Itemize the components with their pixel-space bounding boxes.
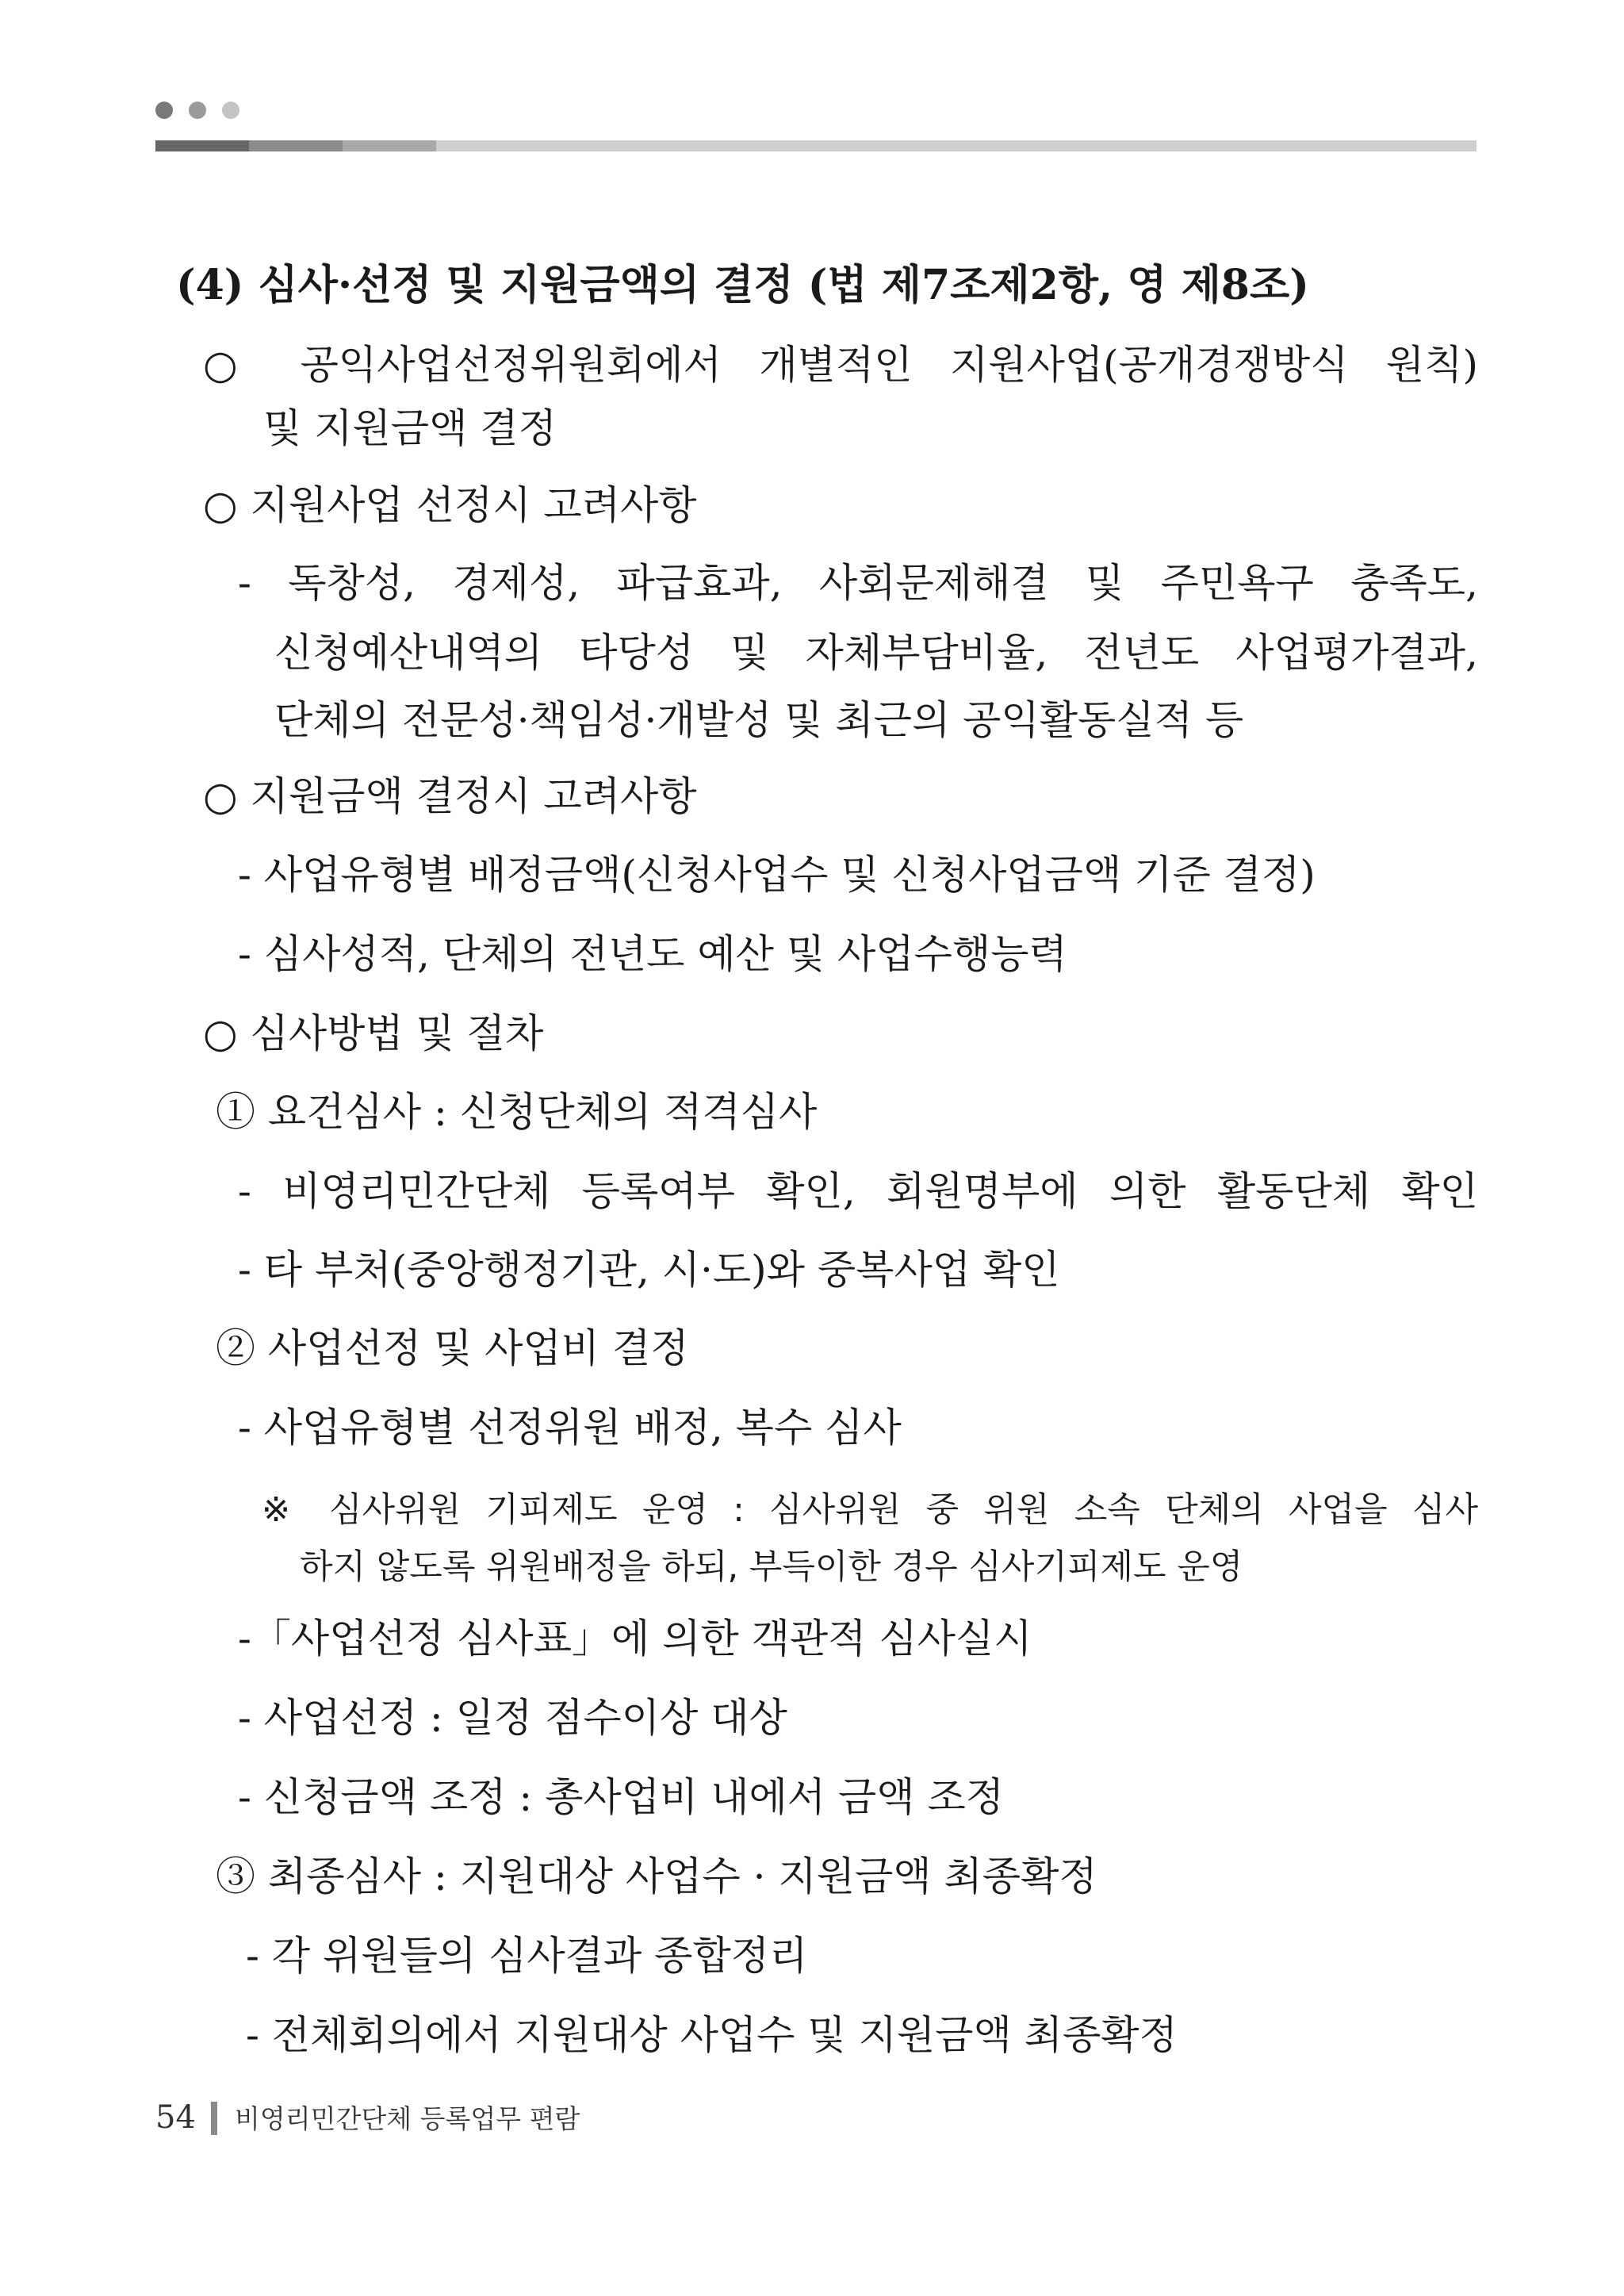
body-line: - 심사성적, 단체의 전년도 예산 및 사업수행능력 [238,931,1067,977]
footer-divider [211,2102,217,2135]
body-line: 및 지원금액 결정 [263,405,557,451]
body-line: ○ 공익사업선정위원회에서 개별적인 지원사업(공개경쟁방식 원칙) [203,342,1478,388]
body-line: - 신청금액 조정 : 총사업비 내에서 금액 조정 [238,1774,1005,1820]
body-line: -「사업선정 심사표」에 의한 객관적 심사실시 [238,1616,1032,1662]
body-line: 단체의 전문성·책임성·개발성 및 최근의 공익활동실적 등 [274,697,1244,743]
body-line: ② 사업선정 및 사업비 결정 [216,1325,689,1371]
header-bar [155,140,1477,151]
body-line: - 전체회의에서 지원대상 사업수 및 지원금액 최종확정 [246,2012,1178,2058]
body-line: ③ 최종심사 : 지원대상 사업수 · 지원금액 최종확정 [216,1853,1097,1899]
header-dot-icon [222,102,239,119]
header-dot-icon [155,102,173,119]
body-line: - 각 위원들의 심사결과 종합정리 [246,1933,808,1979]
body-line: - 독창성, 경제성, 파급효과, 사회문제해결 및 주민욕구 충족도, [238,560,1478,606]
body-line: ① 요건심사 : 신청단체의 적격심사 [216,1089,818,1135]
header-bar-segment [343,140,436,151]
body-line: - 사업유형별 배정금액(신청사업수 및 신청사업금액 기준 결정) [238,852,1316,898]
body-line: ○ 심사방법 및 절차 [203,1010,544,1056]
body-line: ○ 지원금액 결정시 고려사항 [203,773,697,819]
note-line: 하지 않도록 위원배정을 하되, 부득이한 경우 심사기피제도 운영 [300,1547,1243,1587]
header-bar-segment [249,140,343,151]
header-dot-icon [189,102,206,119]
section-title: (4) 심사·선정 및 지원금액의 결정 (법 제7조제2항, 영 제8조) [176,261,1309,309]
body-line: 신청예산내역의 타당성 및 자체부담비율, 전년도 사업평가결과, [274,630,1478,676]
body-line: - 사업유형별 선정위원 배정, 복수 심사 [238,1405,902,1451]
note-line: ※ 심사위원 기피제도 운영 : 심사위원 중 위원 소속 단체의 사업을 심사 [262,1490,1478,1530]
body-line: - 비영리민간단체 등록여부 확인, 회원명부에 의한 활동단체 확인 [238,1168,1478,1214]
body-line: - 사업선정 : 일정 점수이상 대상 [238,1695,787,1741]
header-bar-segment [155,140,249,151]
body-line: ○ 지원사업 선정시 고려사항 [203,482,697,528]
footer-book-title: 비영리민간단체 등록업무 편람 [235,2103,580,2134]
page-number: 54 [155,2099,196,2136]
header-dots-decoration [155,102,314,121]
body-line: - 타 부처(중앙행정기관, 시·도)와 중복사업 확인 [238,1247,1060,1293]
